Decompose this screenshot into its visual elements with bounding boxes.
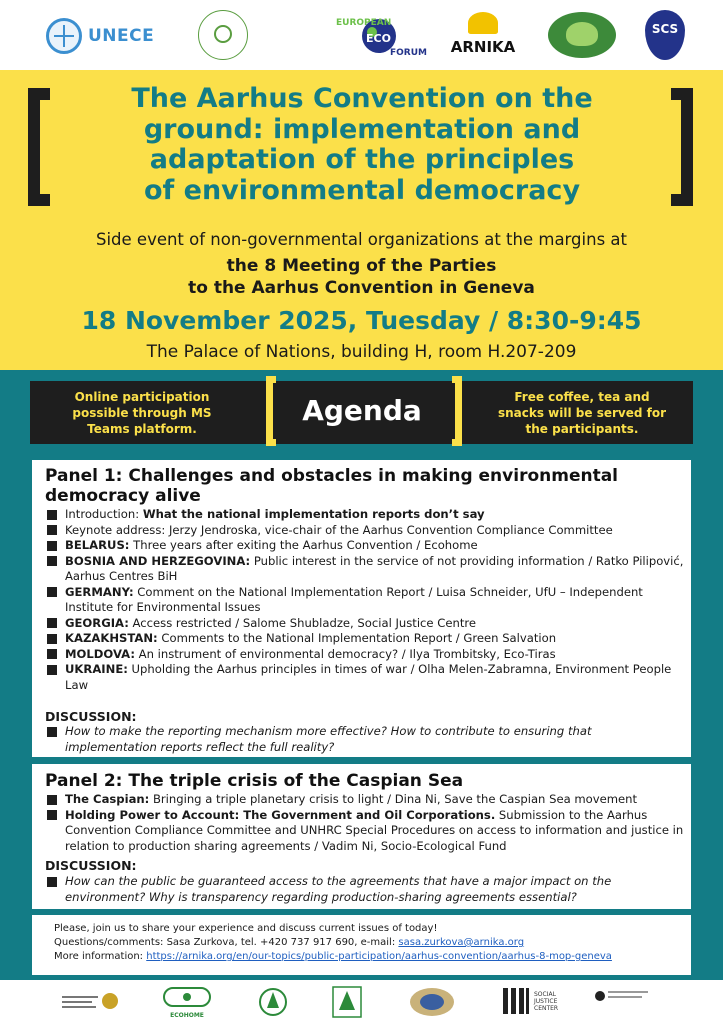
refreshments-note: Free coffee, tea and snacks will be served for the participants. xyxy=(497,390,667,436)
panel-2-items xyxy=(45,792,685,854)
svg-text:FORUM: FORUM xyxy=(390,48,427,58)
ecohome-label: ECOHOME xyxy=(170,1012,204,1019)
participation-network-logo xyxy=(198,10,248,60)
aarhus-centres-logo xyxy=(62,986,124,1020)
scs-logo xyxy=(645,10,685,60)
email-link[interactable]: sasa.zurkova@arnika.org xyxy=(398,937,525,948)
panel-1-discussion xyxy=(45,724,685,755)
event-url-link[interactable]: https://arnika.org/en/our-topics/public-participation/aarhus-convention/aarhus-8-mop-geneva xyxy=(146,951,612,962)
eco-tiras-logo xyxy=(258,986,288,1022)
list-item: BELARUS: Three years after exiting the Aarhus Convention / Ecohome xyxy=(45,538,685,554)
list-item: KAZAKHSTAN: Comments to the National Implementation Report / Green Salvation xyxy=(45,631,685,647)
lotus-logo xyxy=(548,12,616,58)
caspian-emblem-icon xyxy=(408,986,456,1018)
panel-2 xyxy=(32,764,691,909)
agenda-right-bracket xyxy=(452,376,462,446)
social-justice-centre-logo xyxy=(502,986,572,1016)
arnika-label: ARNIKA xyxy=(450,38,516,56)
list-item: Holding Power to Account: The Government and Oil Corporations. Submission to the Aarhus Convention Compliance Committee and UNHRC Special Procedures on access to information and justice in relation to production sharing agreements / Vadim Ni, Socio-Ecological Fund xyxy=(45,808,685,855)
agenda-heading xyxy=(266,381,446,444)
svg-text:EUROPEAN: EUROPEAN xyxy=(336,18,392,28)
list-item: BOSNIA AND HERZEGOVINA: Public interest in the service of not providing information / Ratko Pilipović, Aarhus Centres BiH xyxy=(45,554,685,585)
aarhus-centre-icon xyxy=(62,986,124,1016)
partner-logos-top xyxy=(0,0,723,70)
right-bracket-decoration xyxy=(671,88,693,206)
title-line: of environmental democracy xyxy=(143,174,581,206)
scs-label: SCS xyxy=(651,22,679,36)
questions-line: Questions/comments: Sasa Zurkova, tel. +420 737 917 690, e-mail: sasa.zurkova@arnika.org xyxy=(54,937,525,948)
list-item: MOLDOVA: An instrument of environmental democracy? / Ilya Trombitsky, Eco-Tiras xyxy=(45,647,685,663)
unece-logo xyxy=(46,18,154,54)
ecohome-logo xyxy=(160,986,214,1019)
columns-icon xyxy=(502,986,530,1016)
ufu-dot-icon xyxy=(594,990,606,1002)
agenda-header-bar xyxy=(30,381,693,444)
partner-logos-bottom xyxy=(0,980,723,1024)
list-item: The Caspian: Bringing a triple planetary crisis to light / Dina Ni, Save the Caspian Sea movement xyxy=(45,792,685,808)
eco-forum-icon xyxy=(336,14,427,58)
title-line: adaptation of the principles xyxy=(149,144,575,175)
list-item: Introduction: What the national implementation reports don’t say xyxy=(45,507,685,523)
panel-1-discussion-label: DISCUSSION: xyxy=(45,709,137,724)
list-item: Keynote address: Jerzy Jendroska, vice-chair of the Aarhus Convention Compliance Committee xyxy=(45,523,685,539)
social-justice-label: SOCIAL JUSTICE CENTER xyxy=(534,990,559,1012)
event-venue: The Palace of Nations, building H, room H.207-209 xyxy=(146,342,577,362)
panel-2-discussion xyxy=(45,874,685,905)
list-item: GERMANY: Comment on the National Implementation Report / Luisa Schneider, UfU – Independent Institute for Environmental Issues xyxy=(45,585,685,616)
svg-text:ECO: ECO xyxy=(366,32,391,45)
panel-1-items xyxy=(45,507,685,693)
meeting-name xyxy=(0,255,723,299)
list-item: GEORGIA: Access restricted / Salome Shubladze, Social Justice Centre xyxy=(45,616,685,632)
panel-1 xyxy=(32,460,691,757)
title-line: ground: implementation and xyxy=(143,113,581,145)
green-salvation-logo xyxy=(332,986,362,1022)
ufu-logo xyxy=(594,986,658,1006)
agenda-label: Agenda xyxy=(302,394,422,427)
arnika-flower-icon xyxy=(468,12,498,34)
more-info-line: More information: https://arnika.org/en/our-topics/public-participation/aarhus-convention/aarhus-8-mop-geneva xyxy=(54,951,612,962)
un-globe-icon xyxy=(46,18,82,54)
meeting-line: the 8 Meeting of the Parties xyxy=(226,256,497,276)
event-subtitle: Side event of non-governmental organizations at the margins at xyxy=(95,230,627,249)
left-bracket-decoration xyxy=(28,88,50,206)
arnika-logo xyxy=(448,12,518,60)
panel-1-title: Panel 1: Challenges and obstacles in making environmental democracy alive xyxy=(45,466,619,506)
panel-2-discussion-label: DISCUSSION: xyxy=(45,858,137,873)
leaf-icon xyxy=(258,986,288,1018)
panel-2-title: Panel 2: The triple crisis of the Caspian Sea xyxy=(45,771,464,791)
header-section xyxy=(0,70,723,370)
event-title xyxy=(66,84,658,206)
event-date: 18 November 2025, Tuesday / 8:30-9:45 xyxy=(81,306,642,335)
invitation-text: Please, join us to share your experience and discuss current issues of today! xyxy=(54,923,438,934)
ufu-text-icon xyxy=(606,986,654,1006)
ecohome-icon xyxy=(160,986,214,1008)
list-item: UKRAINE: Upholding the Aarhus principles in times of war / Olha Melen-Zabramna, Environment People Law xyxy=(45,662,685,693)
european-eco-forum-logo xyxy=(336,14,427,58)
title-line: The Aarhus Convention on the xyxy=(131,83,593,114)
discussion-question: How can the public be guaranteed access to the agreements that have a major impact on the environment? Why is transparency regarding production-sharing agreements essential? xyxy=(45,874,685,905)
network-ring-icon xyxy=(214,25,232,43)
save-caspian-logo xyxy=(408,986,456,1022)
unece-label: UNECE xyxy=(88,26,155,46)
tree-icon xyxy=(332,986,362,1018)
online-participation-note: Online participation possible through MS Teams platform. xyxy=(72,390,212,436)
meeting-line: to the Aarhus Convention in Geneva xyxy=(188,278,535,298)
discussion-question: How to make the reporting mechanism more effective? How to contribute to ensuring that implementation reports reflect the full reality? xyxy=(45,724,685,755)
contact-info xyxy=(32,915,691,975)
